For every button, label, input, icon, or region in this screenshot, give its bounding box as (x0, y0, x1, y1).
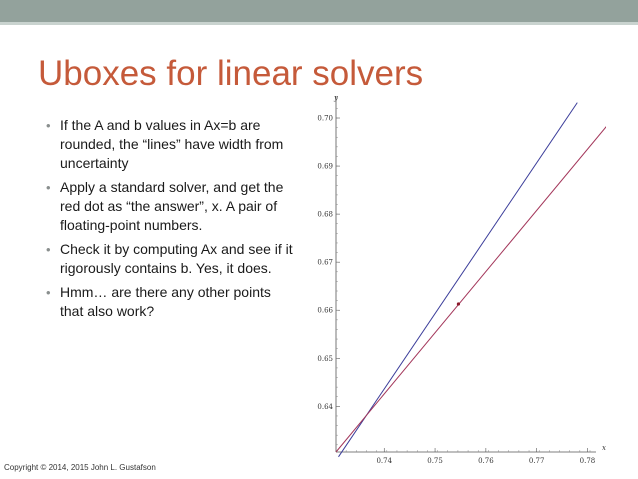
bullet-icon: • (46, 118, 51, 133)
bullet-icon: • (46, 180, 51, 195)
slide-title: Uboxes for linear solvers (38, 54, 424, 93)
x-tick-label: 0.74 (376, 457, 393, 465)
bullet-text: If the A and b values in Ax=b are rounded, the “lines” have width from uncertainty (60, 117, 284, 171)
y-axis-label: y (334, 94, 338, 102)
y-tick-label: 0.68 (317, 210, 333, 219)
solution-point (457, 302, 460, 305)
series-line-2 (336, 116, 615, 452)
y-tick-label: 0.69 (317, 162, 333, 171)
y-tick-label: 0.65 (317, 354, 333, 363)
y-tick-label: 0.64 (317, 402, 333, 411)
y-tick-label: 0.66 (317, 306, 333, 315)
y-tick-label: 0.67 (317, 258, 333, 267)
x-tick-label: 0.77 (528, 457, 545, 465)
x-tick-label: 0.78 (579, 457, 596, 465)
bullet-text: Apply a standard solver, and get the red dot as “the answer”, x. A pair of floating-point numbers. (60, 179, 284, 233)
x-axis-label: x (602, 444, 606, 452)
x-tick-label: 0.75 (427, 457, 443, 465)
series-line-1 (339, 103, 578, 457)
bullet-icon: • (46, 242, 51, 257)
x-tick-label: 0.76 (478, 457, 494, 465)
bullet-text: Hmm… are there any other points that also work? (60, 284, 271, 319)
bullet-text: Check it by computing Ax and see if it rigorously contains b. Yes, it does. (60, 241, 293, 276)
bullet-icon: • (46, 285, 51, 300)
copyright-text: Copyright © 2014, 2015 John L. Gustafson (4, 463, 156, 472)
y-tick-label: 0.70 (317, 114, 333, 123)
